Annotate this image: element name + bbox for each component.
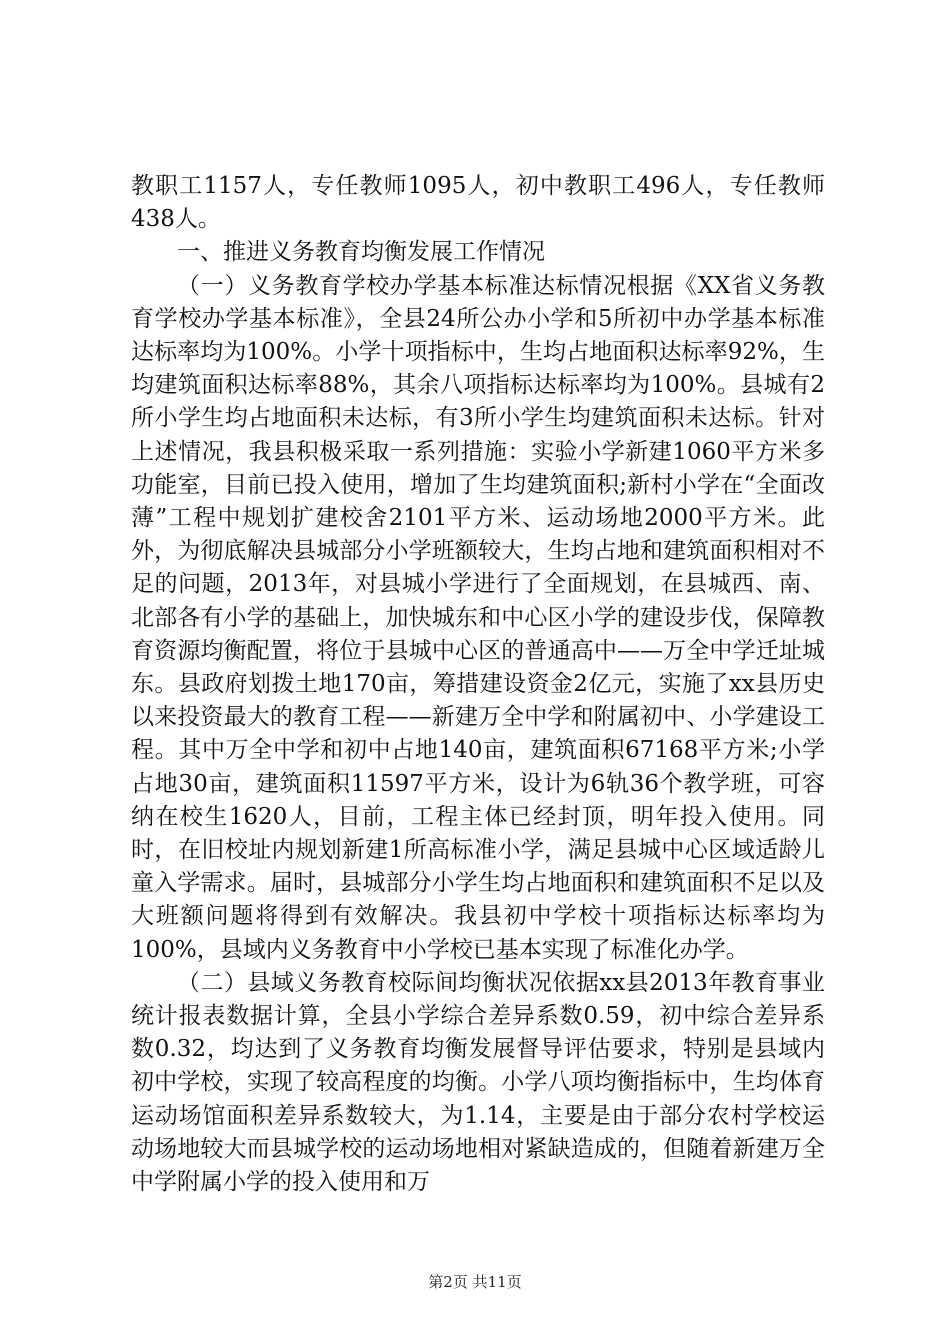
document-body [131, 170, 825, 1199]
section-heading: 一、推进义务教育均衡发展工作情况 [177, 239, 545, 266]
paragraph-balance-status: （二）县域义务教育校际间均衡状况依据xx县2013年教育事业统计报表数据计算，全县小学综合差异系数0.59，初中综合差异系数0.32，均达到了义务教育均衡发展督导评估要求，特别是县域内初中学校，实现了较高程度的均衡。小学八项均衡指标中，生均体育运动场馆面积差异系数较大，为1.14，主要是由于部分农村学校运动场地较大而县城学校的运动场地相对紧缺造成的，但随着新建万全中学附属小学的投入使用和万 [131, 969, 825, 1196]
paragraph-staff-continuation: 教职工1157人，专任教师1095人，初中教职工496人，专任教师438人。 [131, 173, 825, 233]
page-number-footer: 第2页 共11页 [428, 1273, 522, 1291]
paragraph-standard-compliance: （一）义务教育学校办学基本标准达标情况根据《XX省义务教育学校办学基本标准》，全县24所公办小学和5所初中办学基本标准达标率均为100%。小学十项指标中，生均占地面积达标率92%，生均建筑面积达标率88%，其余八项指标达标率均为100%。县城有2所小学生均占地面积未达标，有3所小学生均建筑面积未达标。针对上述情况，我县积极采取一系列措施：实验小学新建1060平方米多功能室，目前已投入使用，增加了生均建筑面积;新村小学在“全面改薄”工程中规划扩建校舍2101平方米、运动场地2000平方米。此外，为彻底解决县城部分小学班额较大，生均占地和建筑面积相对不足的问题，2013年，对县城小学进行了全面规划，在县城西、南、北部各有小学的基础上，加快城东和中心区小学的建设步伐，保障教育资源均衡配置，将位于县城中心区的普通高中——万全中学迁址城东。县政府划拨土地170亩，筹措建设资金2亿元，实施了xx县历史以来投资最大的教育工程——新建万全中学和附属初中、小学建设工程。其中万全中学和初中占地140亩，建筑面积67168平方米;小学占地30亩，建筑面积11597平方米，设计为6轨36个教学班，可容纳在校生1620人，目前，工程主体已经封顶，明年投入使用。同时，在旧校址内规划新建1所高标准小学，满足县城中心区域适龄儿童入学需求。届时，县城部分小学生均占地面积和建筑面积不足以及大班额问题将得到有效解决。我县初中学校十项指标达标率均为100%，县域内义务教育中小学校已基本实现了标准化办学。 [131, 272, 825, 963]
